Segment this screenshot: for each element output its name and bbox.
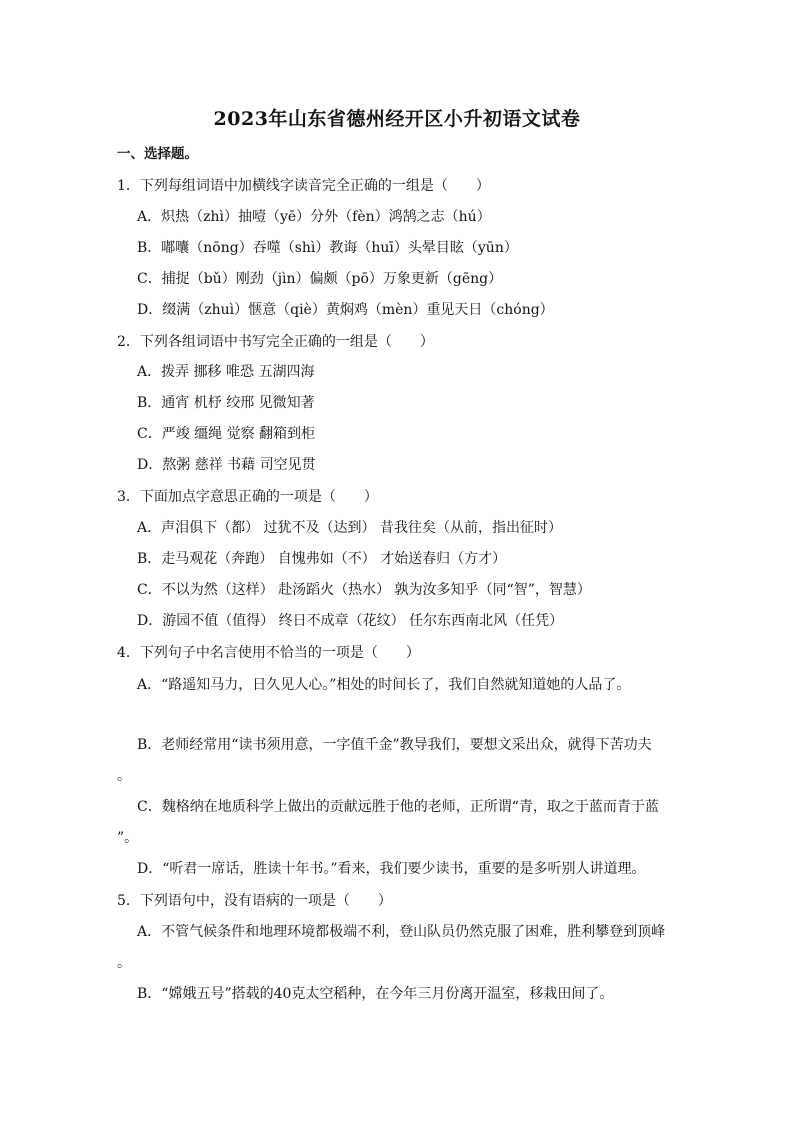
question-4-option-b-continued: 。 bbox=[117, 768, 131, 784]
question-4-option-a: A．“路遥知马力，日久见人心。”相处的时间长了，我们自然就知道她的人品了。 bbox=[137, 677, 631, 693]
question-5-stem: 5．下列语句中，没有语病的一项是（ ） bbox=[117, 893, 392, 909]
question-2-option-c: C．严竣 缰绳 觉察 翻箱到柜 bbox=[137, 426, 316, 442]
question-3-option-b: B．走马观花（奔跑） 自愧弗如（不） 才始送春归（方才） bbox=[137, 551, 507, 567]
question-4-option-c-continued: ”。 bbox=[117, 830, 139, 846]
question-5-option-b: B．“嫦娥五号”搭载的40克太空稻种，在今年三月份离开温室，移栽田间了。 bbox=[137, 986, 614, 1002]
question-1-option-c: C．捕捉（bǔ）刚劲（jìn）偏颇（pō）万象更新（gēng） bbox=[137, 271, 503, 287]
question-4-option-d: D．“听君一席话，胜读十年书。”看来，我们要少读书，重要的是多听别人讲道理。 bbox=[137, 861, 646, 877]
question-4-option-b: B．老师经常用“读书须用意，一字值千金”教导我们，要想文采出众，就得下苦功夫 bbox=[137, 737, 652, 753]
question-1-stem: 1．下列每组词语中加横线字读音完全正确的一组是（ ） bbox=[117, 178, 490, 194]
question-4-stem: 4．下列句子中名言使用不恰当的一项是（ ） bbox=[117, 645, 420, 661]
section-heading: 一、选择题。 bbox=[117, 146, 198, 162]
question-3-stem: 3．下面加点字意思正确的一项是（ ） bbox=[117, 489, 378, 505]
question-1-option-a: A．炽热（zhì）抽噎（yē）分外（fèn）鸿鹄之志（hú） bbox=[137, 209, 491, 225]
question-3-option-c: C．不以为然（这样） 赴汤蹈火（热水） 孰为汝多知乎（同“智”，智慧） bbox=[137, 582, 591, 598]
question-3-option-a: A．声泪俱下（都） 过犹不及（达到） 昔我往矣（从前，指出征时） bbox=[137, 520, 563, 536]
question-2-stem: 2．下列各组词语中书写完全正确的一组是（ ） bbox=[117, 334, 434, 350]
question-2-option-b: B．通宵 机杼 绞邢 见微知著 bbox=[137, 395, 315, 411]
question-2-option-d: D．熬粥 慈祥 书藉 司空见贯 bbox=[137, 457, 316, 473]
question-5-option-a: A．不管气候条件和地理环境都极端不利，登山队员仍然克服了困难，胜利攀登到顶峰 bbox=[137, 924, 666, 940]
question-3-option-d: D．游园不值（值得） 终日不成章（花纹） 任尔东西南北风（任凭） bbox=[137, 613, 564, 629]
question-4-option-c: C．魏格纳在地质科学上做出的贡献远胜于他的老师，正所谓“青，取之于蓝而青于蓝 bbox=[137, 799, 659, 815]
page-title: 2023年山东省德州经开区小升初语文试卷 bbox=[213, 108, 581, 130]
question-1-option-b: B．嘟囔（nōng）吞噬（shì）教诲（huī）头晕目眩（yūn） bbox=[137, 240, 518, 256]
question-5-option-a-continued: 。 bbox=[117, 955, 131, 971]
question-1-option-d: D．缀满（zhuì）惬意（qiè）黄焖鸡（mèn）重见天日（chóng） bbox=[137, 302, 554, 318]
question-2-option-a: A．拨弄 挪移 唯恐 五湖四海 bbox=[137, 364, 315, 380]
